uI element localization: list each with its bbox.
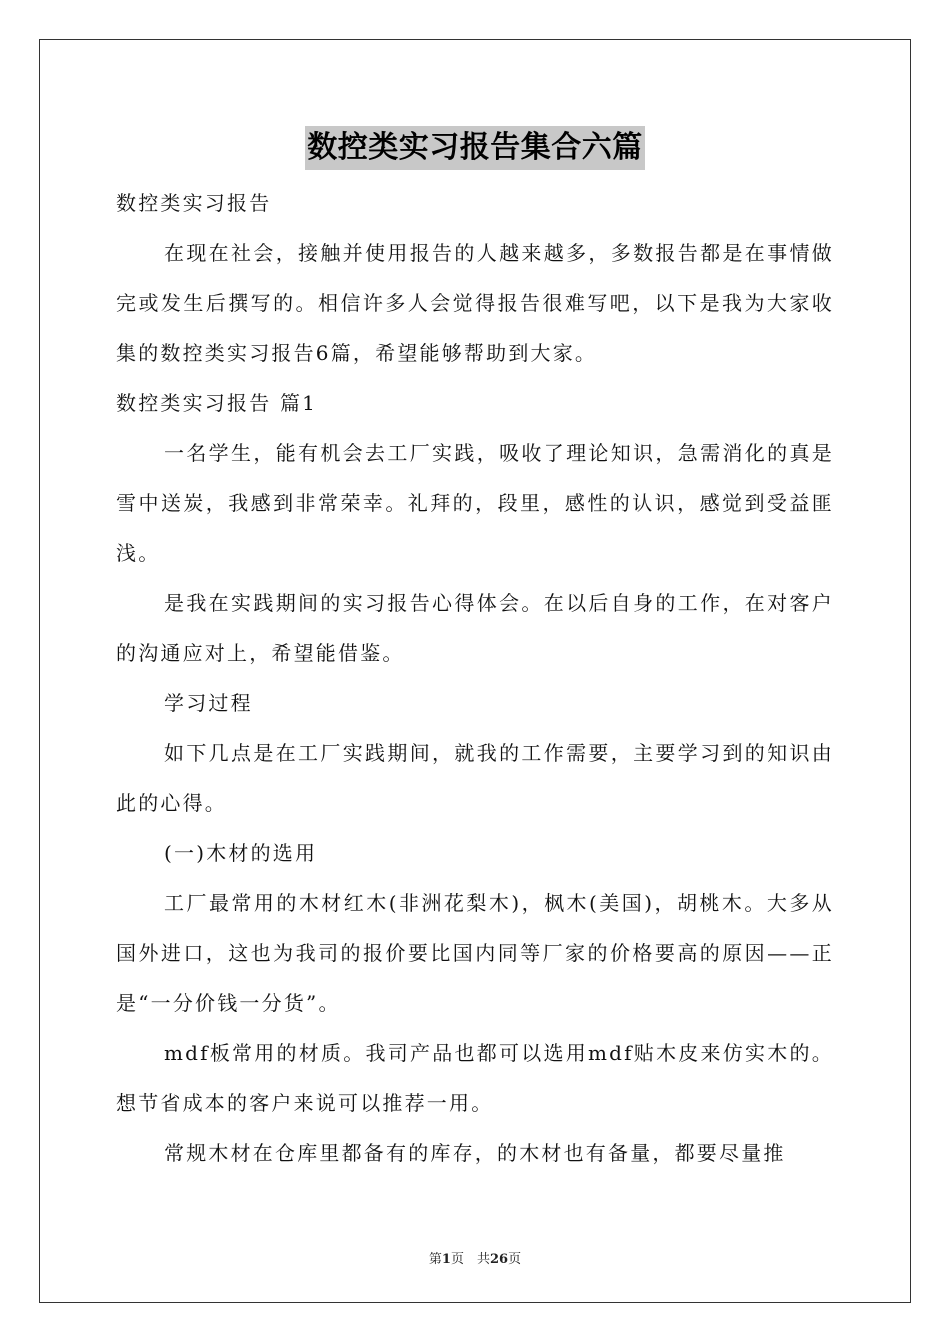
page-footer (0, 1248, 950, 1267)
paragraph: 如下几点是在工厂实践期间，就我的工作需要，主要学习到的知识由此的心得。 (116, 741, 834, 815)
paragraph: mdf板常用的材质。我司产品也都可以选用mdf贴木皮来仿实木的。想节省成本的客户来说可以推荐一用。 (116, 1041, 834, 1115)
paragraph: 在现在社会，接触并使用报告的人越来越多，多数报告都是在事情做完或发生后撰写的。相信许多人会觉得报告很难写吧，以下是我为大家收集的数控类实习报告6篇，希望能够帮助到大家。 (116, 241, 834, 365)
subheading: 学习过程 (164, 691, 253, 715)
title-container (0, 126, 950, 170)
subheading: (一)木材的选用 (164, 841, 318, 865)
paragraph: 一名学生，能有机会去工厂实践，吸收了理论知识，急需消化的真是雪中送炭，我感到非常荣幸。礼拜的，段里，感性的认识，感觉到受益匪浅。 (116, 441, 834, 565)
page-suffix: 页 (508, 1252, 522, 1267)
section-heading: 数控类实习报告 篇1 (116, 391, 318, 415)
page-mid: 页 共 (450, 1252, 490, 1267)
paragraph: 工厂最常用的木材红木(非洲花梨木)，枫木(美国)，胡桃木。大多从国外进口，这也为我司的报价要比国内同等厂家的价格要高的原因——正是“一分价钱一分货”。 (116, 891, 834, 1015)
document-title: 数控类实习报告集合六篇 (305, 126, 645, 170)
paragraph: 常规木材在仓库里都备有的库存，的木材也有备量，都要尽量推 (164, 1141, 786, 1165)
paragraph: 是我在实践期间的实习报告心得体会。在以后自身的工作，在对客户的沟通应对上，希望能借鉴。 (116, 591, 834, 665)
paragraph: 数控类实习报告 (116, 191, 272, 215)
page-prefix: 第 (428, 1252, 442, 1267)
document-body (116, 178, 834, 1178)
current-page-number: 1 (441, 1252, 451, 1267)
total-page-count: 26 (489, 1252, 509, 1267)
